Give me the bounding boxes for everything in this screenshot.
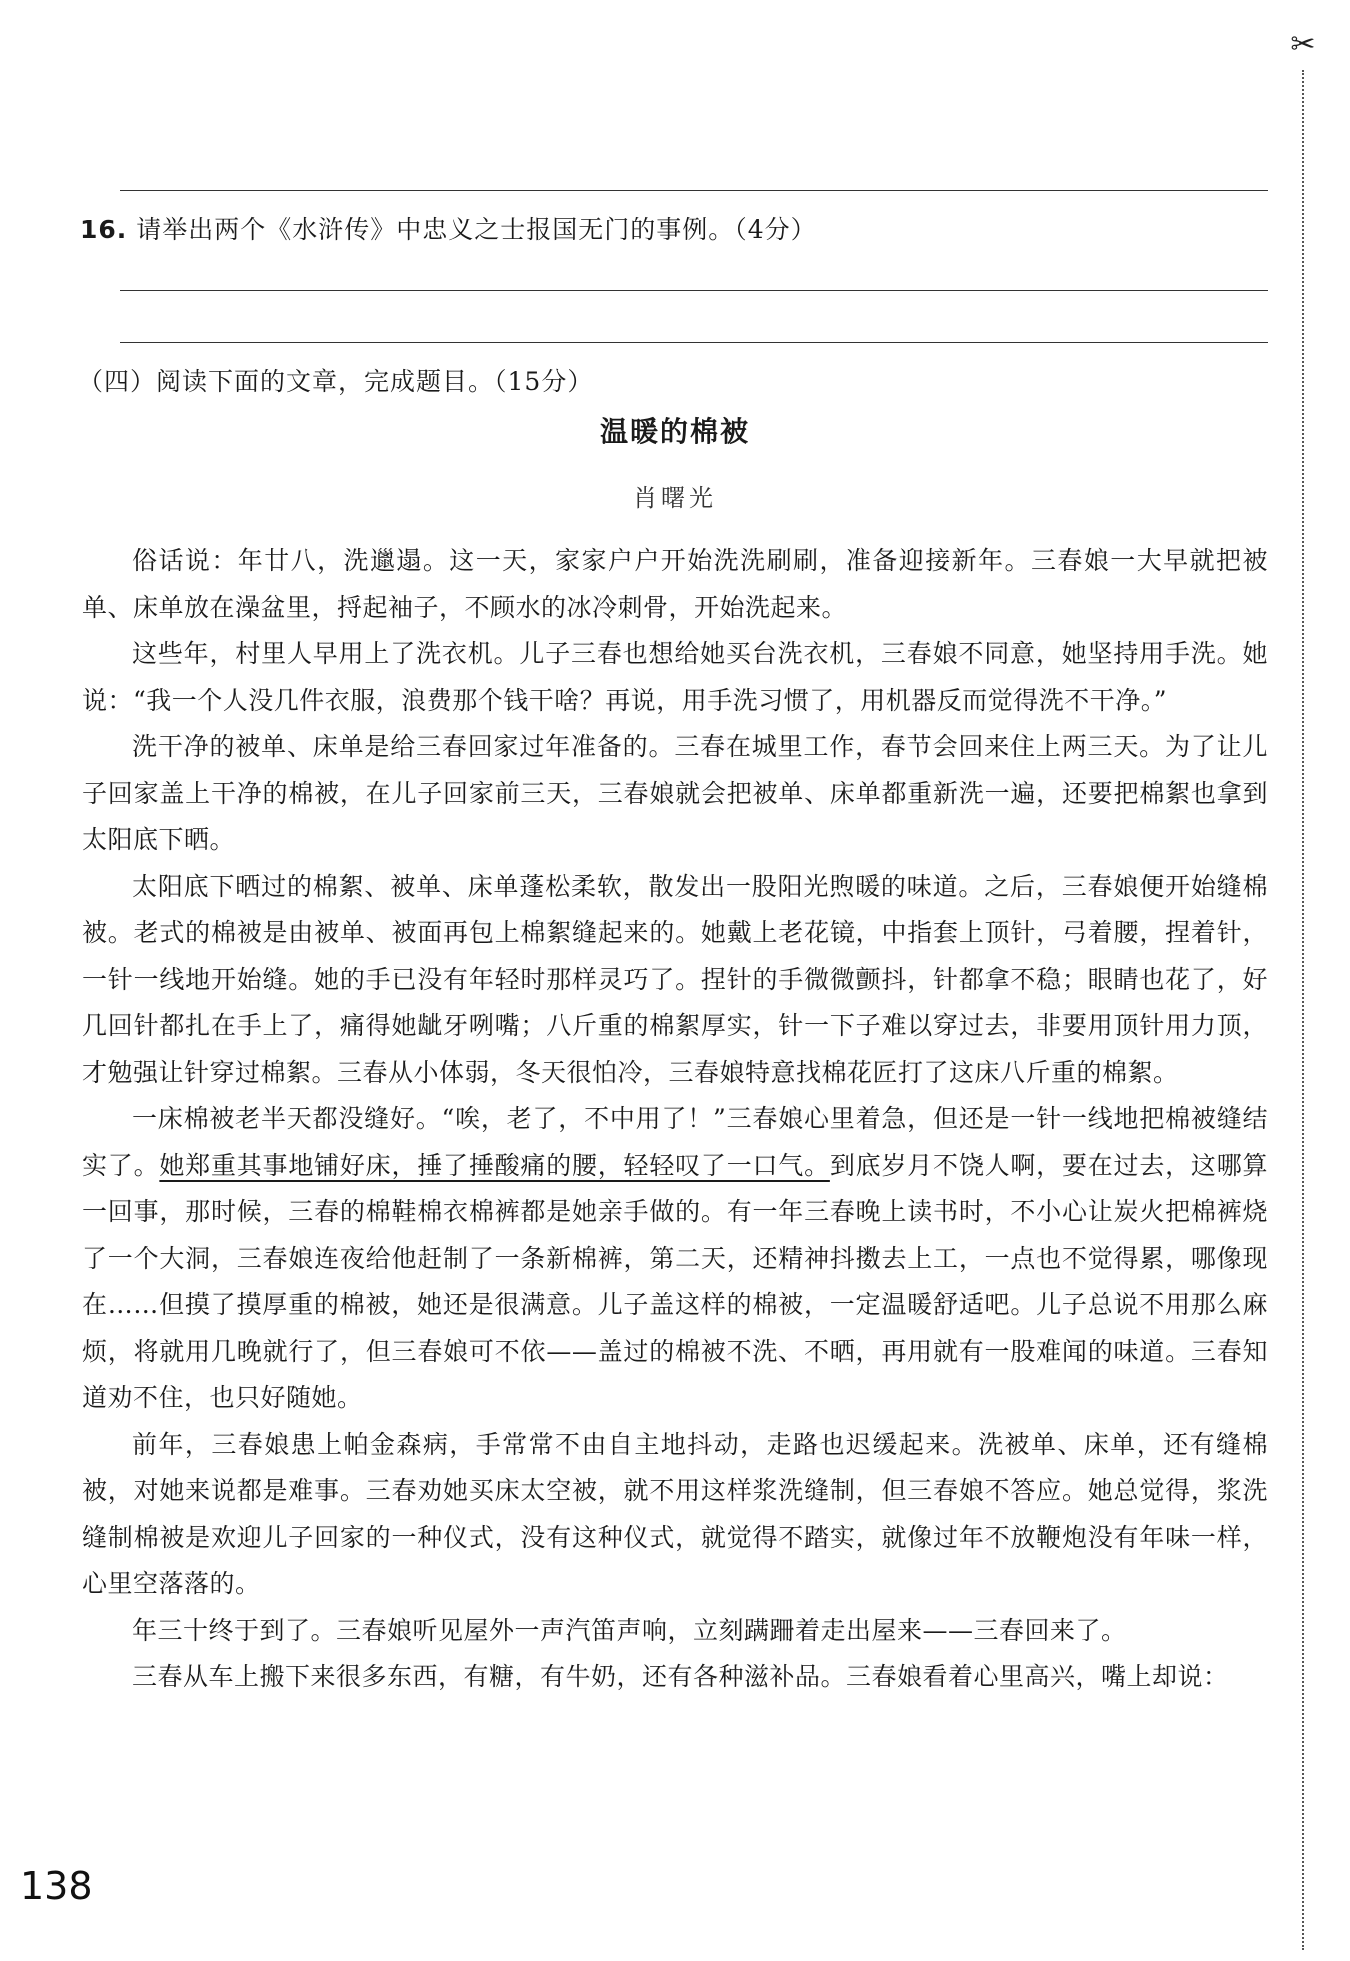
page-number: 138 (20, 1864, 93, 1908)
underlined-sentence: 她郑重其事地铺好床，捶了捶酸痛的腰，轻轻叹了一口气。 (159, 1150, 830, 1180)
paragraph: 太阳底下晒过的棉絮、被单、床单蓬松柔软，散发出一股阳光煦暖的味道。之后，三春娘便开始缝棉被。老式的棉被是由被单、被面再包上棉絮缝起来的。她戴上老花镜，中指套上顶针，弓着腰，捏着针，一针一线地开始缝。她的手已没有年轻时那样灵巧了。捏针的手微微颤抖，针都拿不稳；眼睛也花了，好几回针都扎在手上了，痛得她龇牙咧嘴；八斤重的棉絮厚实，针一下子难以穿过去，非要用顶针用力顶，才勉强让针穿过棉絮。三春从小体弱，冬天很怕冷，三春娘特意找棉花匠打了这床八斤重的棉絮。 (82, 871, 1268, 1087)
question-16 (80, 210, 817, 246)
section-heading: （四）阅读下面的文章，完成题目。（15分） (78, 367, 594, 396)
paragraph (82, 1096, 1268, 1422)
article-title: 温暖的棉被 (599, 415, 750, 448)
answer-line (120, 290, 1268, 291)
cut-line (1302, 70, 1304, 1950)
paragraph: 年三十终于到了。三春娘听见屋外一声汽笛声响，立刻蹒跚着走出屋来——三春回来了。 (132, 1615, 1127, 1645)
question-number: 16. (80, 215, 128, 244)
paragraph: 这些年，村里人早用上了洗衣机。儿子三春也想给她买台洗衣机，三春娘不同意，她坚持用手洗。她说：“我一个人没几件衣服，浪费那个钱干啥？再说，用手洗习惯了，用机器反而觉得洗不干净。” (82, 639, 1268, 715)
paragraph-text: 一床棉被老半天都没缝好。“唉，老了，不中用了！”三春娘心里着急，但还是一针一线地把棉被缝结实了。 (82, 1104, 1268, 1180)
scissors-icon: ✂ (1290, 27, 1316, 62)
answer-line (120, 342, 1268, 343)
article-body (82, 538, 1268, 1701)
paragraph: 俗话说：年廿八，洗邋遢。这一天，家家户户开始洗洗刷刷，准备迎接新年。三春娘一大早就把被单、床单放在澡盆里，捋起袖子，不顾水的冰冷刺骨，开始洗起来。 (82, 546, 1268, 622)
article-author: 肖曙光 (633, 484, 717, 512)
paragraph-text: 到底岁月不饶人啊，要在过去，这哪算一回事，那时候，三春的棉鞋棉衣棉裤都是她亲手做的。有一年三春晚上读书时，不小心让炭火把棉裤烧了一个大洞，三春娘连夜给他赶制了一条新棉裤，第二天，还精神抖擞去上工，一点也不觉得累，哪像现在……但摸了摸厚重的棉被，她还是很满意。儿子盖这样的棉被，一定温暖舒适吧。儿子总说不用那么麻烦，将就用几晚就行了，但三春娘可不依——盖过的棉被不洗、不晒，再用就有一股难闻的味道。三春知道劝不住，也只好随她。 (82, 1150, 1268, 1412)
question-text: 请举出两个《水浒传》中忠义之士报国无门的事例。（4分） (136, 215, 817, 244)
paragraph: 三春从车上搬下来很多东西，有糖，有牛奶，还有各种滋补品。三春娘看着心里高兴，嘴上却说： (132, 1662, 1229, 1691)
answer-line (120, 190, 1268, 191)
paragraph: 前年，三春娘患上帕金森病，手常常不由自主地抖动，走路也迟缓起来。洗被单、床单，还有缝棉被，对她来说都是难事。三春劝她买床太空被，就不用这样浆洗缝制，但三春娘不答应。她总觉得，浆洗缝制棉被是欢迎儿子回家的一种仪式，没有这种仪式，就觉得不踏实，就像过年不放鞭炮没有年味一样，心里空落落的。 (82, 1429, 1268, 1598)
paragraph: 洗干净的被单、床单是给三春回家过年准备的。三春在城里工作，春节会回来住上两三天。为了让儿子回家盖上干净的棉被，在儿子回家前三天，三春娘就会把被单、床单都重新洗一遍，还要把棉絮也拿到太阳底下晒。 (82, 732, 1268, 854)
